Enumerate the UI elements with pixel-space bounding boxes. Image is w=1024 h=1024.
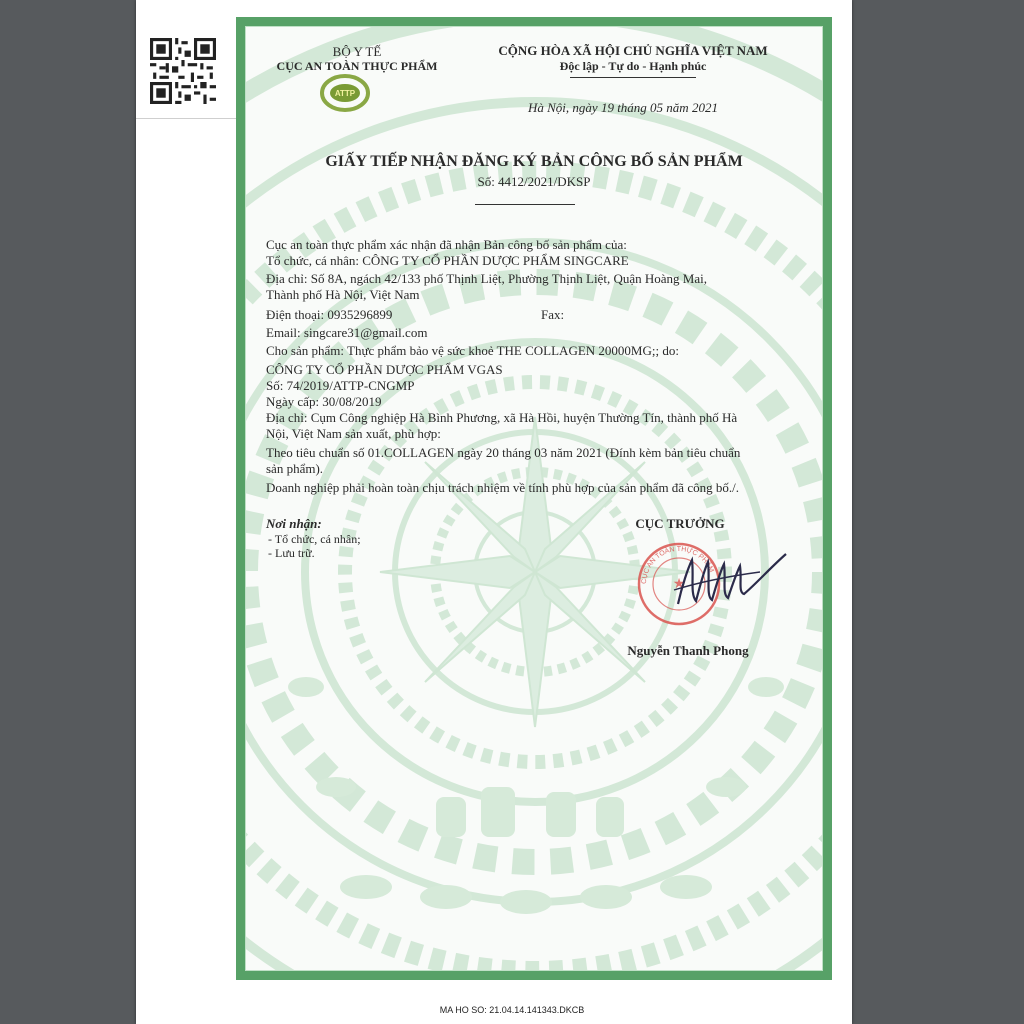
- phone-line: Điện thoại: 0935296899: [266, 307, 393, 322]
- body-line: Theo tiêu chuẩn số 01.COLLAGEN ngày 20 tháng 03 năm 2021 (Đính kèm bản tiêu chuẩn: [266, 445, 741, 460]
- document-title: GIẤY TIẾP NHẬN ĐĂNG KÝ BẢN CÔNG BỐ SẢN PHẨM: [325, 153, 743, 170]
- body-line: Số: 74/2019/ATTP-CNGMP: [266, 378, 415, 393]
- body-line: Địa chỉ: Cụm Công nghiệp Hà Bình Phương, xã Hà Hồi, huyện Thường Tín, thành phố Hà: [266, 410, 738, 425]
- stamp-text: CỤC AN TOÀN THỰC PHẨM: [640, 545, 715, 585]
- logo-text: ATTP: [334, 89, 356, 98]
- body-line: CÔNG TY CỔ PHẦN DƯỢC PHẨM VGAS: [266, 362, 503, 377]
- signer-name: Nguyễn Thanh Phong: [627, 643, 749, 658]
- body-line: Địa chỉ: Số 8A, ngách 42/133 phố Thịnh Liệt, Phường Thịnh Liệt, Quận Hoàng Mai,: [266, 271, 707, 286]
- recipient-item: - Lưu trữ.: [268, 546, 315, 560]
- dossier-code: MA HO SO: 21.04.14.141343.DKCB: [439, 1005, 585, 1015]
- title-underline: [475, 204, 575, 205]
- agency-logo: [320, 73, 370, 113]
- place-and-date: Hà Nội, ngày 19 tháng 05 năm 2021: [528, 100, 718, 115]
- qr-divider: [136, 118, 236, 119]
- ministry-name: BỘ Y TẾ: [332, 44, 382, 59]
- email-line: Email: singcare31@gmail.com: [266, 325, 428, 340]
- qr-code: [148, 38, 218, 104]
- recipient-item: - Tổ chức, cá nhân;: [268, 532, 361, 546]
- body-line: Cục an toàn thực phẩm xác nhận đã nhận Bản công bố sản phẩm của:: [266, 237, 627, 252]
- recipients-heading: Nơi nhận:: [266, 516, 322, 531]
- agency-name: CỤC AN TOÀN THỰC PHẨM: [276, 59, 438, 73]
- national-motto: Độc lập - Tự do - Hạnh phúc: [559, 59, 707, 73]
- motto-underline: [570, 77, 696, 78]
- body-line: Nội, Việt Nam sản xuất, phù hợp:: [266, 426, 441, 441]
- body-line: Thành phố Hà Nội, Việt Nam: [266, 287, 420, 302]
- fax-label: Fax:: [541, 307, 565, 322]
- body-line: Doanh nghiệp phải hoàn toàn chịu trách nhiệm về tính phù hợp của sản phẩm đã công bố./.: [266, 480, 739, 495]
- signer-title: CỤC TRƯỞNG: [635, 516, 725, 531]
- body-line: Cho sản phẩm: Thực phẩm bảo vệ sức khoẻ THE COLLAGEN 20000MG;; do:: [266, 343, 679, 358]
- handwritten-signature: [660, 546, 790, 616]
- body-line: Ngày cấp: 30/08/2019: [266, 394, 382, 409]
- body-line: sản phẩm).: [266, 461, 324, 476]
- body-line: Tổ chức, cá nhân: CÔNG TY CỔ PHẦN DƯỢC PHẨM SINGCARE: [266, 253, 629, 268]
- svg-text:★: ★: [672, 577, 686, 592]
- document-number: Số: 4412/2021/DKSP: [477, 174, 591, 189]
- republic-title: CỘNG HÒA XÃ HỘI CHỦ NGHĨA VIỆT NAM: [498, 43, 768, 58]
